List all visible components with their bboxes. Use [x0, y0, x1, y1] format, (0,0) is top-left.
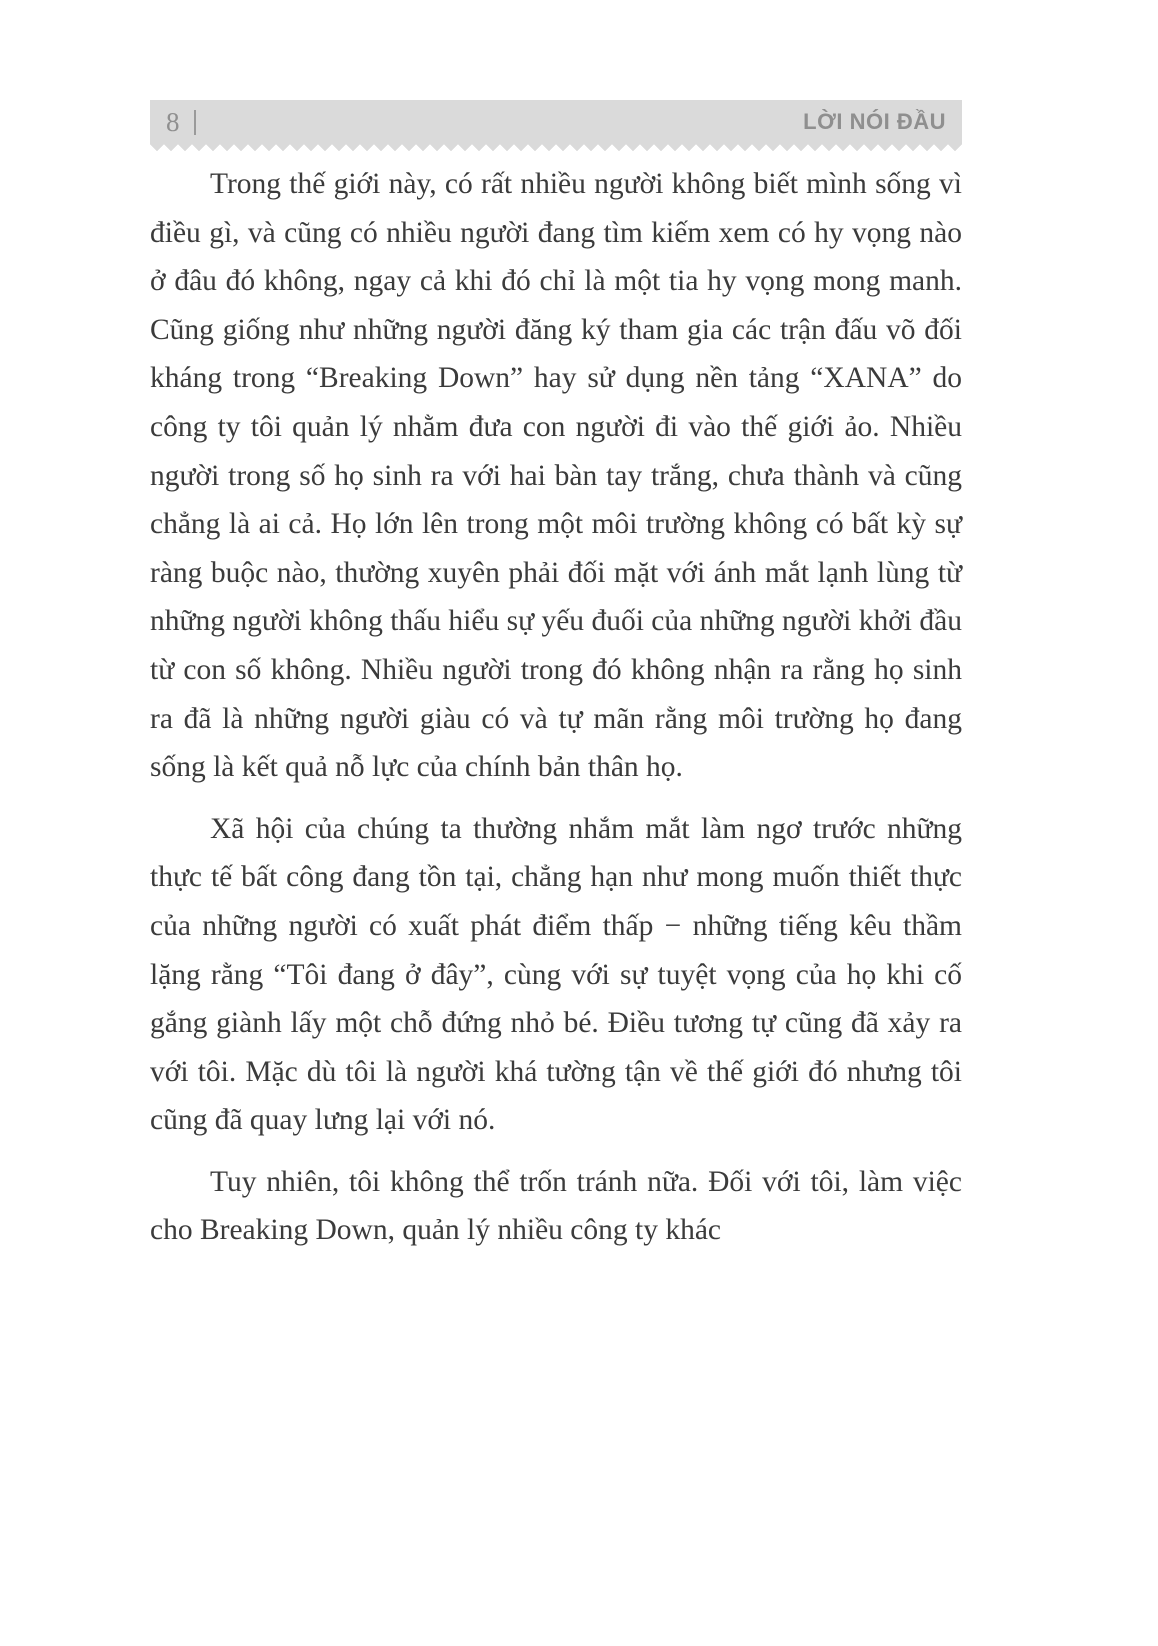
paragraph: Xã hội của chúng ta thường nhắm mắt làm ngơ trước những thực tế bất công đang tồn tại, chẳng hạn như mong muốn thiết thực của những người có xuất phát điểm thấp − những tiếng kêu thầm lặng rằng “Tôi đang ở đây”, cùng với sự tuyệt vọng của họ khi cố gắng giành lấy một chỗ đứng nhỏ bé. Điều tương tự cũng đã xảy ra với tôi. Mặc dù tôi là người khá tường tận về thế giới đó nhưng tôi cũng đã quay lưng lại với nó. — [150, 812, 962, 1137]
page-number-group — [166, 107, 196, 138]
page-number: 8 — [166, 106, 180, 137]
page-number-divider — [194, 110, 196, 135]
header-zigzag-edge — [150, 144, 962, 151]
body-text — [150, 160, 962, 1268]
paragraph: Tuy nhiên, tôi không thể trốn tránh nữa. Đối với tôi, làm việc cho Breaking Down, quản lý nhiều công ty khác — [150, 1165, 962, 1247]
page-header — [150, 100, 962, 144]
running-head-title: LỜI NÓI ĐẦU — [803, 109, 946, 134]
paragraph: Trong thế giới này, có rất nhiều người không biết mình sống vì điều gì, và cũng có nhiều người đang tìm kiếm xem có hy vọng nào ở đâu đó không, ngay cả khi đó chỉ là một tia hy vọng mong manh. Cũng giống như những người đăng ký tham gia các trận đấu võ đối kháng trong “Breaking Down” hay sử dụng nền tảng “XANA” do công ty tôi quản lý nhằm đưa con người đi vào thế giới ảo. Nhiều người trong số họ sinh ra với hai bàn tay trắng, chưa thành và cũng chẳng là ai cả. Họ lớn lên trong một môi trường không có bất kỳ sự ràng buộc nào, thường xuyên phải đối mặt với ánh mắt lạnh lùng từ những người không thấu hiểu sự yếu đuối của những người khởi đầu từ con số không. Nhiều người trong đó không nhận ra rằng họ sinh ra đã là những người giàu có và tự mãn rằng môi trường họ đang sống là kết quả nỗ lực của chính bản thân họ. — [150, 168, 962, 784]
